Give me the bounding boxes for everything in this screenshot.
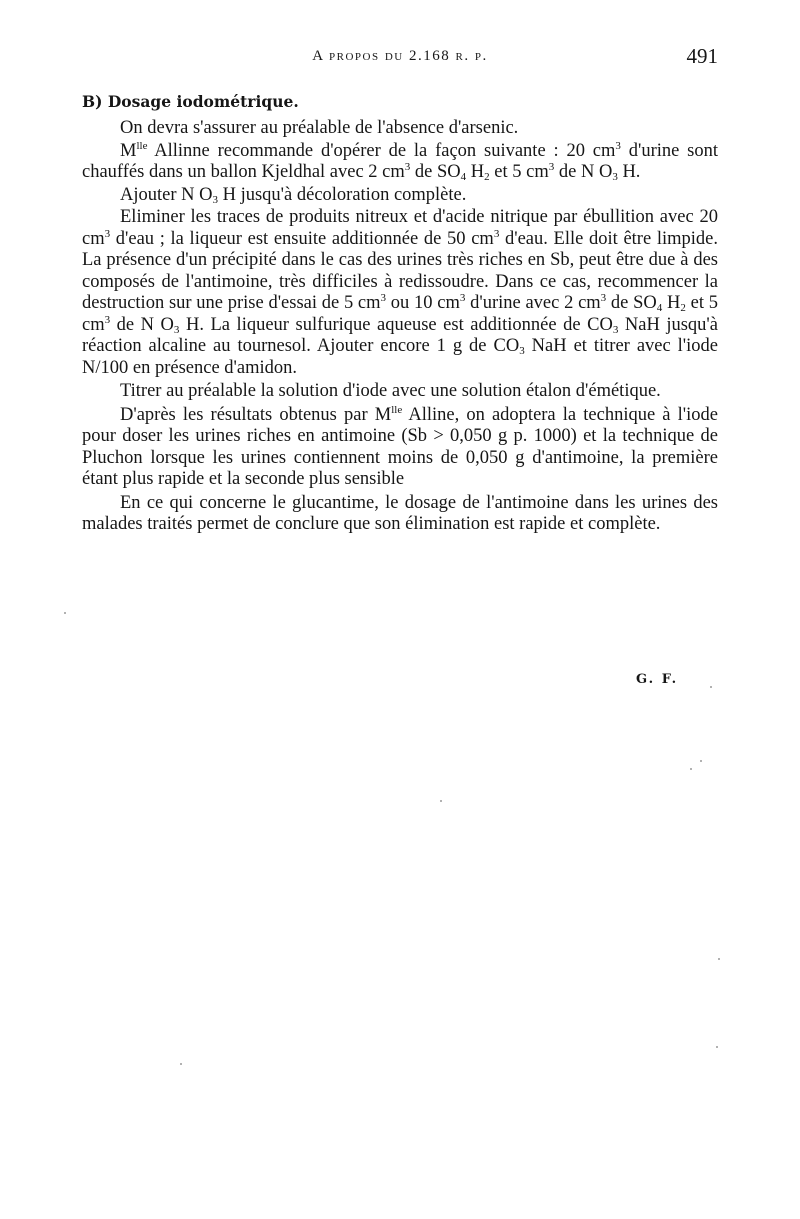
text-run: NaH et titrer avec l'iode N/100 en présence d'amidon. xyxy=(82,336,718,378)
paragraph-add-nitric xyxy=(82,185,718,207)
text-run: Allinne recommande d'opérer de la façon suivante : 20 cm xyxy=(147,140,616,161)
text-run: de N O xyxy=(554,162,613,182)
superscript: 3 xyxy=(404,161,411,173)
text-run: d'urine avec 2 cm xyxy=(465,293,601,313)
text-run: ou 10 cm xyxy=(386,293,460,313)
subscript: 3 xyxy=(173,323,180,336)
text-run: Eliminer les traces de produits nitreux et d'acide nitrique par ébullition avec 20 cm xyxy=(82,207,718,249)
text-run: NaH jusqu'à réaction alcaline au tournesol. Ajouter encore 1 g de CO xyxy=(82,314,718,356)
subscript: 2 xyxy=(484,171,490,183)
text-run: d'eau. Elle doit être limpide. La présence d'un précipité dans le cas des urines très riches en Sb, peut être due à des composés de l'antimoine, très difficiles à redissoudre. Dans ce cas, recommencer la destruction sur une prise d'essai de 5 cm xyxy=(82,228,718,313)
running-head: A propos du 2.168 r. p. xyxy=(312,48,488,64)
author-signature: G. F. xyxy=(636,672,679,687)
scan-speck xyxy=(718,958,720,960)
superscript: 3 xyxy=(600,292,607,304)
paragraph-glucantime: En ce qui concerne le glucantime, le dosage de l'antimoine dans les urines des malades traités permet de conclure que son élimination est rapide et complète. xyxy=(82,492,718,534)
page-number: 491 xyxy=(686,44,718,68)
text-run: D'après les résultats obtenus par M xyxy=(120,404,392,425)
superscript: lle xyxy=(136,139,148,152)
superscript: 3 xyxy=(104,227,111,240)
text-run: H. La liqueur sulfurique aqueuse est additionnée de CO xyxy=(179,314,613,335)
text-run: Alline, on adoptera la technique à l'iode pour doser les urines riches en antimoine (Sb > 0,050 g p. 1000) et la technique de Pluchon lorsque les urines contiennent moins de 0,050 g d'antimoine, la première étant plus rapide et la seconde plus sensible xyxy=(82,404,718,489)
scan-speck xyxy=(180,1063,182,1065)
subscript: 3 xyxy=(612,323,619,336)
superscript: lle xyxy=(391,403,403,416)
paragraph-results xyxy=(82,405,718,491)
text-run: d'eau ; la liqueur est ensuite additionnée de 50 cm xyxy=(110,228,494,249)
text-run: H jusqu'à décoloration complète. xyxy=(217,184,467,205)
section-heading: B) Dosage iodométrique. xyxy=(82,92,299,111)
scan-speck xyxy=(716,1046,718,1048)
body-text xyxy=(82,118,718,537)
superscript: 3 xyxy=(615,139,621,152)
text-run: Ajouter N O xyxy=(120,184,213,205)
text-run: H. xyxy=(617,162,641,182)
subscript: 2 xyxy=(680,302,686,314)
text-run: et 5 cm xyxy=(82,293,718,335)
scan-speck xyxy=(710,686,712,688)
superscript: 3 xyxy=(493,227,500,240)
text-run: d'urine sont chauffés dans un ballon Kjeldhal avec 2 cm xyxy=(82,140,719,182)
scan-speck xyxy=(440,800,442,802)
subscript: 4 xyxy=(460,171,467,183)
scan-speck xyxy=(700,760,702,762)
superscript: 3 xyxy=(459,292,466,304)
text-run: de N O xyxy=(110,314,174,335)
text-run: H xyxy=(662,293,681,313)
text-run: M xyxy=(120,140,137,161)
scan-speck xyxy=(64,612,66,614)
superscript: 3 xyxy=(380,292,387,304)
subscript: 3 xyxy=(519,345,525,357)
scan-speck xyxy=(690,768,692,770)
paragraph-allinne-procedure xyxy=(82,141,718,184)
paragraph-eliminate-traces xyxy=(82,207,718,379)
subscript: 3 xyxy=(212,193,218,206)
subscript: 3 xyxy=(612,171,618,183)
superscript: 3 xyxy=(548,161,555,173)
text-run: de SO xyxy=(606,293,657,313)
text-run: H xyxy=(466,162,485,182)
subscript: 4 xyxy=(656,302,663,314)
text-run: de SO xyxy=(410,162,461,182)
text-run: et 5 cm xyxy=(489,162,549,182)
paragraph-arsenic: On devra s'assurer au préalable de l'absence d'arsenic. xyxy=(120,118,519,138)
superscript: 3 xyxy=(104,313,111,326)
paragraph-titrate-iodine: Titrer au préalable la solution d'iode avec une solution étalon d'émétique. xyxy=(120,381,661,401)
